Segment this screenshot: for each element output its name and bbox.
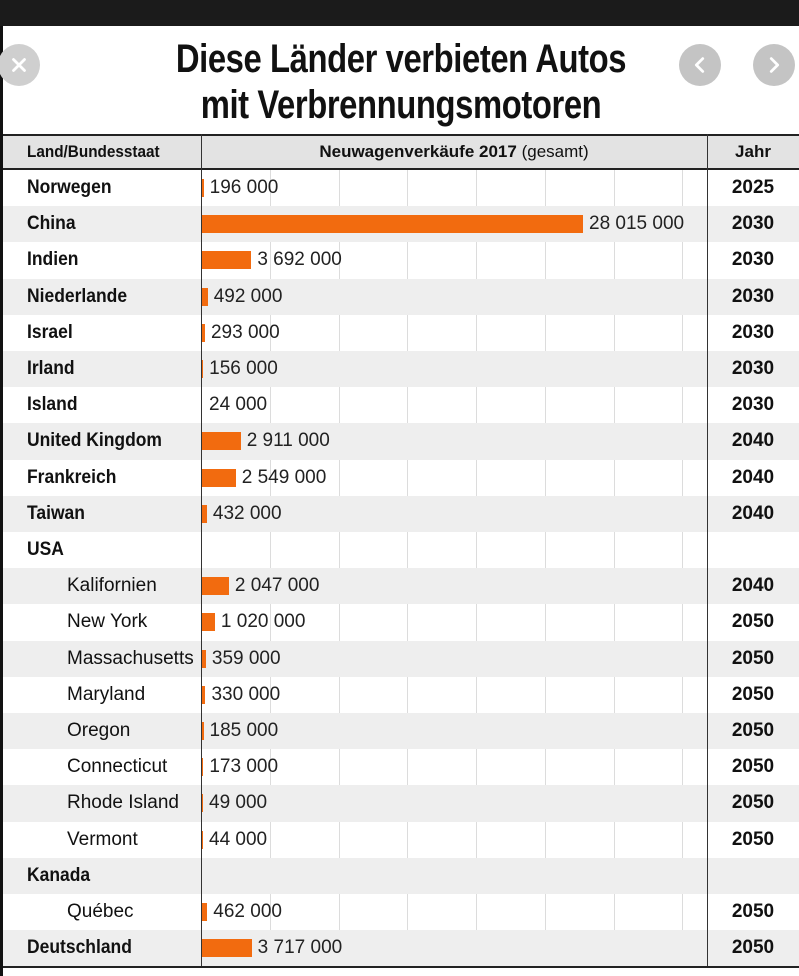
bar-value-label: 2 549 000 [241, 466, 327, 488]
bar [201, 939, 252, 957]
bar-value-label: 196 000 [209, 177, 279, 198]
title-line-1: Diese Länder verbieten Autos [175, 37, 627, 81]
bar-value-label: 24 000 [209, 394, 268, 416]
table-row [3, 206, 799, 242]
bar-value-label: 44 000 [209, 828, 268, 850]
row-name: Niederlande [27, 285, 128, 307]
row-name: Irland [27, 358, 75, 379]
top-bar [0, 0, 799, 26]
table-row [3, 894, 799, 930]
bar-value-label: 3 717 000 [257, 937, 343, 959]
row-name: Taiwan [27, 502, 85, 524]
row-year: 2050 [731, 683, 775, 705]
row-year: 2050 [731, 937, 775, 959]
row-year: 2040 [731, 502, 775, 524]
row-year: 2050 [731, 611, 775, 633]
chevron-right-icon [763, 54, 785, 76]
row-year: 2050 [731, 828, 775, 850]
row-year [707, 858, 799, 894]
table-row [3, 532, 799, 568]
bar-value-label: 156 000 [209, 358, 278, 379]
table-header [3, 134, 799, 170]
header-year: Jahr [735, 142, 771, 161]
row-name: Maryland [67, 683, 146, 705]
table-row [3, 568, 799, 604]
table-row [3, 858, 799, 894]
header-sales [201, 136, 707, 168]
row-year: 2030 [731, 394, 775, 416]
row-year [707, 532, 799, 568]
table-row [3, 749, 799, 785]
table-row [3, 460, 799, 496]
row-name: Kalifornien [67, 575, 157, 597]
row-name: Frankreich [27, 466, 117, 488]
row-name: Island [27, 394, 78, 416]
bar-value-label: 1 020 000 [220, 611, 306, 633]
title-line-2: mit Verbrennungsmotoren [200, 83, 602, 127]
bar-value-label: 2 047 000 [234, 575, 320, 597]
row-name: Rhode Island [67, 792, 179, 814]
table-bottom-rule [3, 966, 799, 968]
column-divider [201, 134, 202, 966]
row-year: 2050 [731, 901, 775, 922]
bar-value-label: 330 000 [211, 683, 281, 705]
row-year: 2040 [731, 466, 775, 488]
row-name: Connecticut [67, 756, 168, 778]
bar-value-label: 293 000 [210, 321, 280, 343]
bar [201, 469, 236, 487]
bar-value-label: 173 000 [209, 756, 279, 778]
table-row [3, 496, 799, 532]
table-row [3, 641, 799, 677]
row-year: 2050 [731, 720, 775, 741]
table-row [3, 822, 799, 858]
chevron-left-icon [689, 54, 711, 76]
header-country: Land/Bundesstaat [27, 142, 160, 161]
row-year: 2030 [731, 249, 775, 271]
bar-value-label: 185 000 [209, 720, 279, 741]
table-row [3, 351, 799, 387]
column-divider [707, 134, 708, 966]
row-name: United Kingdom [27, 430, 162, 452]
row-name: Indien [27, 249, 79, 271]
table-row [3, 677, 799, 713]
row-name: Kanada [27, 864, 91, 886]
row-name: Oregon [67, 720, 131, 741]
close-button[interactable] [0, 44, 40, 86]
bar-value-label: 359 000 [211, 647, 281, 669]
table-row [3, 315, 799, 351]
table-row [3, 387, 799, 423]
row-year: 2050 [731, 647, 775, 669]
bar-value-label: 28 015 000 [589, 213, 685, 235]
next-button[interactable] [753, 44, 795, 86]
row-name: New York [67, 611, 148, 633]
table-row [3, 279, 799, 315]
row-year: 2030 [731, 321, 775, 343]
row-year: 2025 [731, 177, 775, 198]
row-name: Québec [67, 901, 134, 922]
bar [201, 577, 229, 595]
table-row [3, 423, 799, 459]
chart-title [75, 36, 728, 128]
table-row [3, 930, 799, 966]
header-sales-rest: (gesamt) [521, 142, 589, 161]
bar-value-label: 492 000 [213, 285, 283, 307]
bar-value-label: 462 000 [213, 901, 282, 922]
close-icon [8, 54, 30, 76]
row-name: Norwegen [27, 177, 112, 198]
bar-value-label: 432 000 [212, 502, 282, 524]
row-name: Israel [27, 321, 73, 343]
table-row [3, 604, 799, 640]
row-year: 2040 [731, 430, 775, 452]
row-year: 2040 [731, 575, 775, 597]
row-name: Vermont [67, 828, 138, 850]
row-name: Deutschland [27, 937, 132, 959]
table-row [3, 713, 799, 749]
row-year: 2050 [731, 792, 775, 814]
row-name: China [27, 213, 76, 235]
bar [201, 215, 583, 233]
row-year: 2030 [731, 213, 775, 235]
row-name: Massachusetts [67, 647, 194, 669]
prev-button[interactable] [679, 44, 721, 86]
row-year: 2030 [731, 285, 775, 307]
header-sales-bold: Neuwagenverkäufe 2017 [319, 142, 517, 161]
table-row [3, 170, 799, 206]
row-year: 2050 [731, 756, 775, 778]
bar [201, 432, 241, 450]
table-row [3, 785, 799, 821]
bar [201, 613, 215, 631]
infographic-card [3, 26, 799, 976]
bar [201, 288, 208, 306]
bar-value-label: 49 000 [209, 792, 268, 814]
bar-value-label: 3 692 000 [257, 249, 342, 271]
row-name: USA [27, 539, 64, 560]
bar-value-label: 2 911 000 [246, 430, 330, 452]
bar [201, 251, 251, 269]
table-row [3, 242, 799, 278]
row-year: 2030 [731, 358, 775, 379]
